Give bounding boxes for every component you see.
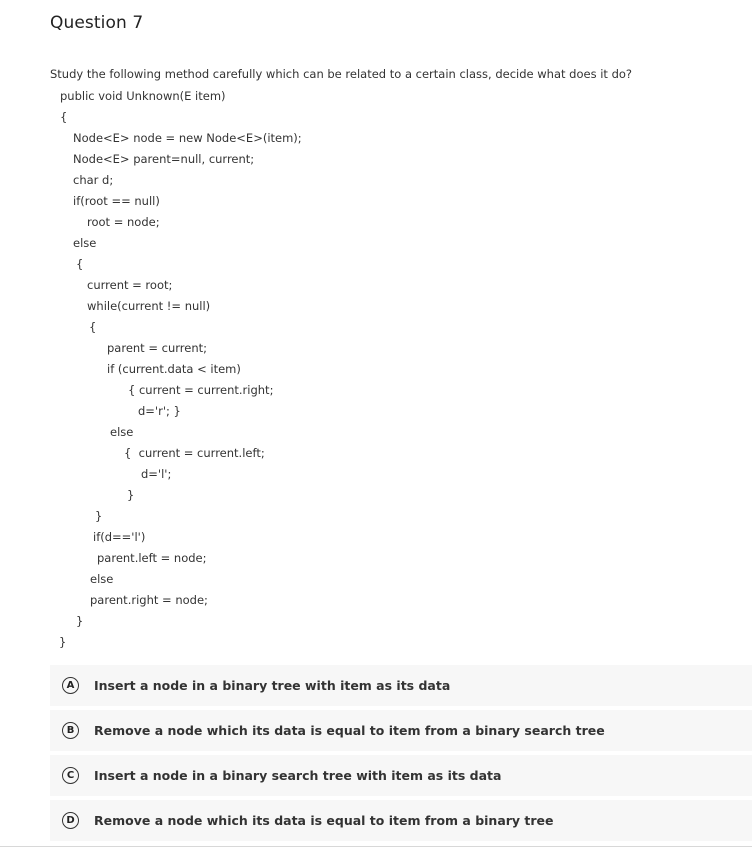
code-line: current = root; [87, 278, 173, 292]
code-line: d='r'; } [138, 404, 181, 418]
code-line: else [73, 236, 97, 250]
option-a-text: Insert a node in a binary tree with item as its data [94, 678, 451, 693]
code-line: { current = current.right; [128, 383, 274, 397]
bottom-divider [0, 846, 752, 847]
option-b-letter-badge: B [62, 722, 79, 739]
option-a-letter-badge: A [62, 677, 79, 694]
code-line: parent = current; [107, 341, 208, 355]
code-line: { [76, 257, 84, 271]
code-line: } [127, 488, 135, 502]
option-d-text: Remove a node which its data is equal to item from a binary tree [94, 813, 554, 828]
option-c-text: Insert a node in a binary search tree with item as its data [94, 768, 502, 783]
option-d[interactable] [50, 800, 752, 841]
code-line: parent.right = node; [90, 593, 208, 607]
code-line: while(current != null) [87, 299, 211, 313]
code-line: { current = current.left; [124, 446, 265, 460]
question-title: Question 7 [50, 13, 144, 33]
question-prompt: Study the following method carefully which can be related to a certain class, decide what does it do? [50, 67, 633, 81]
answer-options [50, 665, 752, 845]
code-line: parent.left = node; [97, 551, 207, 565]
code-line: root = node; [87, 215, 160, 229]
code-line: { [89, 320, 97, 334]
code-line: } [59, 635, 67, 649]
code-line: } [95, 509, 103, 523]
code-line: { [60, 110, 68, 124]
code-line: Node<E> parent=null, current; [73, 152, 255, 166]
code-line: if (current.data < item) [107, 362, 241, 376]
option-b-text: Remove a node which its data is equal to item from a binary search tree [94, 723, 605, 738]
option-d-letter-badge: D [62, 812, 79, 829]
code-line: d='l'; [141, 467, 172, 481]
code-line: } [76, 614, 84, 628]
option-c[interactable] [50, 755, 752, 796]
code-line: public void Unknown(E item) [60, 89, 226, 103]
code-line: char d; [73, 173, 114, 187]
code-line: else [90, 572, 114, 586]
code-line: Node<E> node = new Node<E>(item); [73, 131, 302, 145]
option-c-letter-badge: C [62, 767, 79, 784]
code-line: if(d=='l') [93, 530, 146, 544]
option-b[interactable] [50, 710, 752, 751]
option-a[interactable] [50, 665, 752, 706]
code-line: else [110, 425, 134, 439]
code-line: if(root == null) [73, 194, 160, 208]
